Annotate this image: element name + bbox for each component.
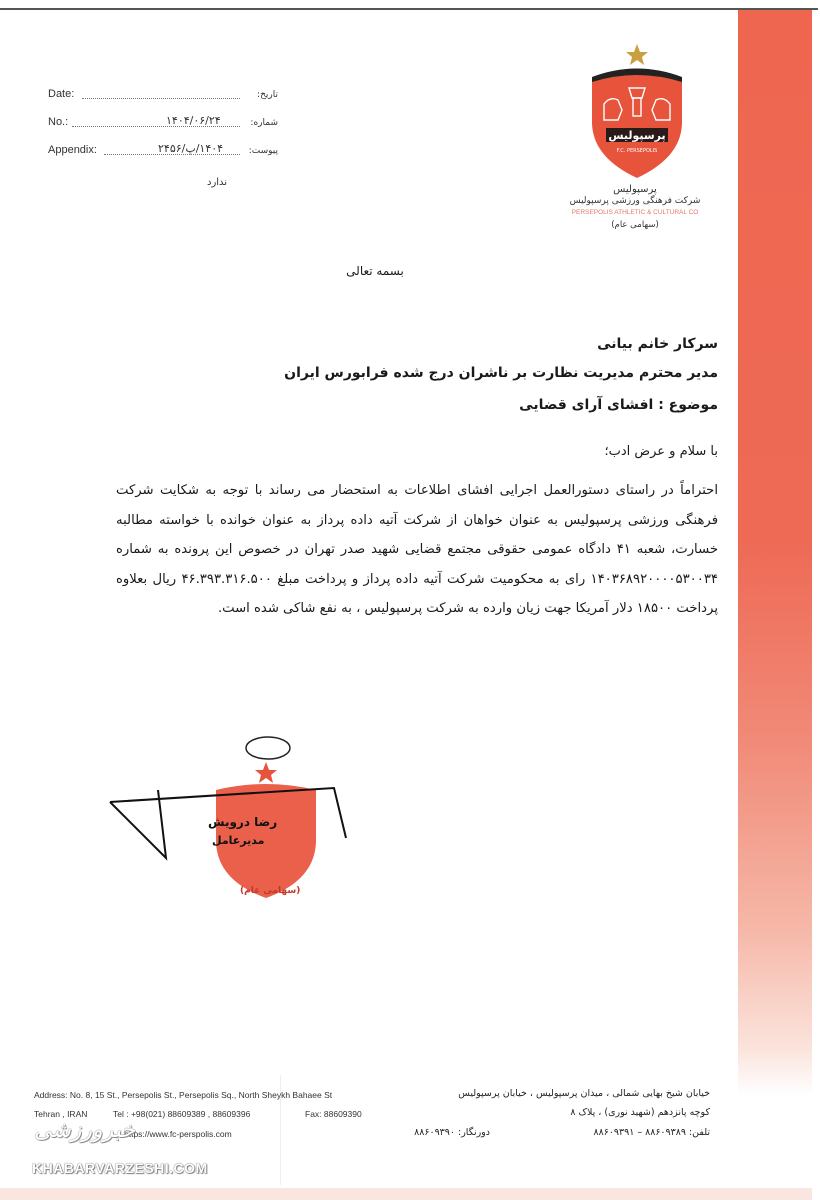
footer-tel-fa: تلفن: ۸۸۶۰۹۳۸۹ – ۸۸۶۰۹۳۹۱ [593, 1127, 710, 1138]
addressee-title: مدیر محترم مدیریت نظارت بر ناشران درج شده فرابورس ایران [284, 365, 718, 381]
date-label-fa: تاریخ: [257, 90, 278, 100]
footer-fax-en: Fax: 88609390 [305, 1109, 362, 1119]
persepolis-crest-logo [582, 42, 692, 182]
footer-city-en: Tehran , IRAN [34, 1109, 88, 1119]
appendix-label-en: Appendix: [48, 144, 97, 156]
logo-company-en: PERSEPOLIS ATHLETIC & CULTURAL CO [571, 209, 699, 216]
letter-body: احتراماً در راستای دستورالعمل اجرایی افشای اطلاعات به استحضار می رساند با توجه به شکایت شرکت فرهنگی ورزشی پرسپولیس به عنوان خواهان از شرکت آتیه داده پرداز به عنوان خوانده با خواسته مطالبه خسارت، شعبه ۴۱ دادگاه عمومی حقوقی مجتمع قضایی شهید صدر تهران در خصوص این پرونده به شماره ۱۴۰۳۶۸۹۲۰۰۰۰۵۳۰۰۳۴ رای به محکومیت شرکت آتیه داده پرداز و پرداخت مبلغ ۴۶.۳۹۳.۳۱۶.۵۰۰ ریال بعلاوه پرداخت ۱۸۵۰۰ دلار آمریکا جهت زیان وارده به شرکت پرسپولیس ، به نفع شاکی شده است. [116, 483, 719, 616]
crest-text: پرسپولیس [608, 129, 666, 142]
date-label-en: Date: [48, 88, 75, 100]
letter-meta [48, 88, 278, 172]
logo-public-fa: (سهامی عام) [611, 220, 659, 230]
watermark-logo: خبرورزشی [34, 1118, 136, 1143]
addressee-name: سرکار خانم بیانی [597, 336, 718, 352]
bottom-band [0, 1188, 812, 1200]
meta-number [48, 116, 278, 144]
bismillah: بسمه تعالی [346, 264, 404, 278]
meta-appendix [48, 144, 278, 172]
watermark-text: KHABARVARZESHI.COM [32, 1160, 208, 1176]
footer-website[interactable]: https://www.fc-perspolis.com [124, 1129, 232, 1139]
top-rule [0, 8, 818, 10]
crest-sub: F.C. PERSEPOLIS [616, 148, 658, 154]
stamp-public-label: (سهامی عام) [240, 886, 301, 896]
letter-greeting: با سلام و عرض ادب؛ [604, 444, 718, 459]
number-label-fa: شماره: [250, 118, 278, 128]
footer-address-fa-1: خیابان شیخ بهایی شمالی ، میدان پرسپولیس ، خیابان پرسپولیس [458, 1088, 710, 1099]
appendix-value: ۱۴۰۴/پ/۲۴۵۶ [158, 142, 224, 155]
footer-address-en: Address: No. 8, 15 St., Persepolis St., Persepolis Sq., North Sheykh Bahaee St [34, 1090, 333, 1100]
logo-company-fa: شرکت فرهنگی ورزشی پرسپولیس [569, 196, 701, 206]
date-dotted-line [82, 98, 240, 99]
stamp-star-icon [255, 762, 277, 783]
footer-tel-en: Tel : +98(021) 88609389 , 88609396 [113, 1109, 251, 1119]
star-icon [626, 44, 648, 65]
appendix-note: ندارد [207, 177, 228, 188]
number-label-en: No.: [48, 116, 69, 128]
signatory-name: رضا درویش [208, 815, 278, 829]
logo-name-fa: پرسپولیس [613, 184, 657, 195]
letterhead-red-strip [738, 10, 812, 1190]
letter-subject: موضوع : افشای آرای قضایی [519, 397, 718, 413]
signature-loop [246, 737, 290, 759]
number-value: ۱۴۰۴/۰۶/۲۴ [166, 114, 221, 127]
appendix-label-fa: پیوست: [248, 146, 278, 156]
footer-address-fa-2: کوچه پانزدهم (شهید نوری) ، پلاک ۸ [570, 1107, 710, 1118]
footer-fax-fa: دورنگار: ۸۸۶۰۹۳۹۰ [414, 1127, 490, 1138]
signatory-title: مدیرعامل [212, 834, 265, 847]
meta-date [48, 88, 278, 116]
